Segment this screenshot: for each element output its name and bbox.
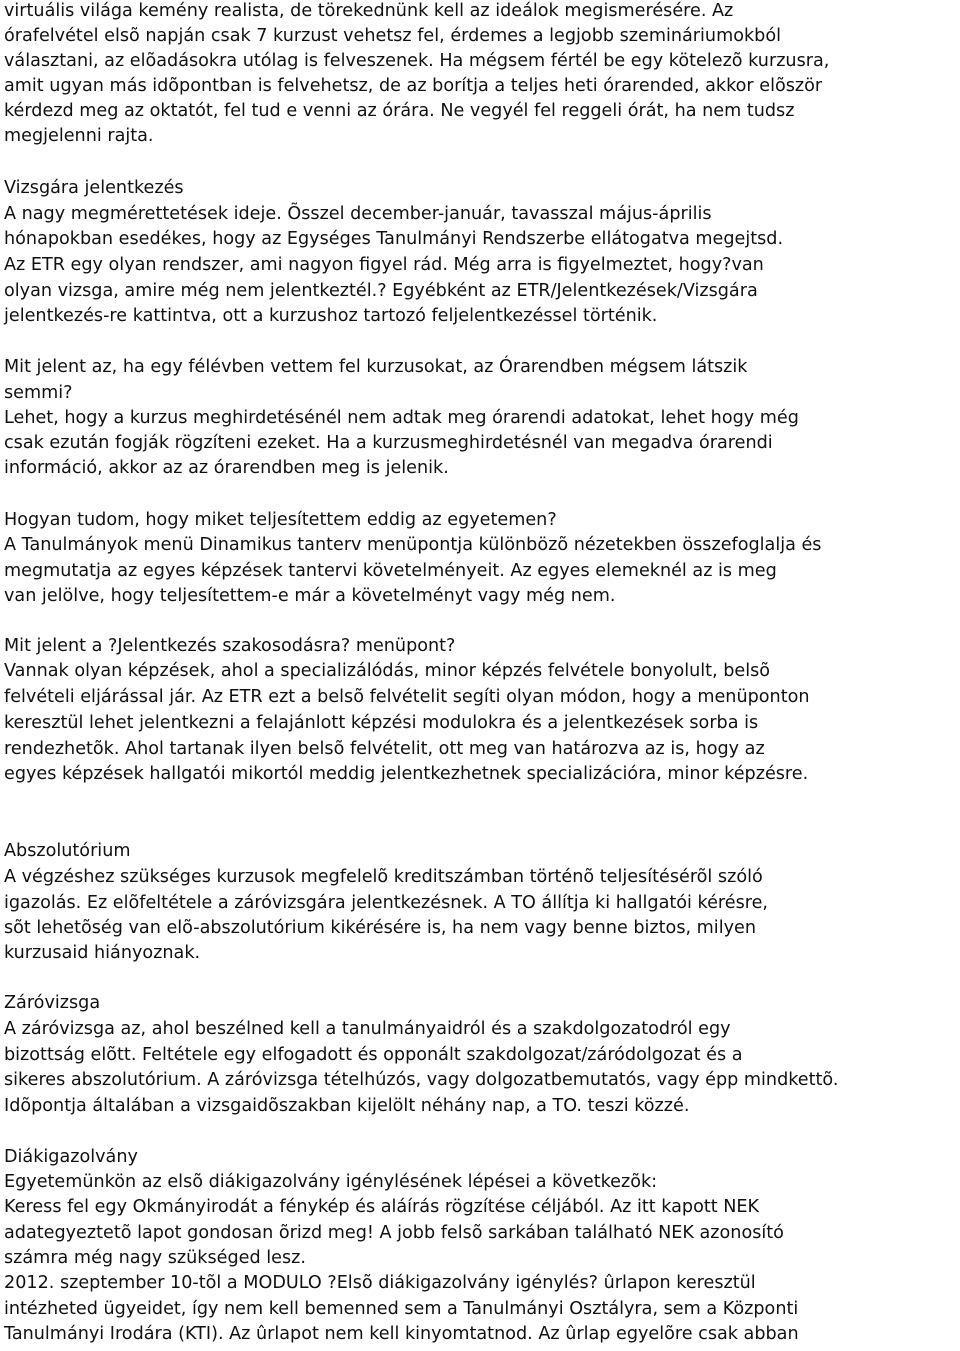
section-heading: Záróvizsga: [4, 993, 101, 1013]
text-line: igazolás. Ez elõfeltétele a záróvizsgára jelentkezésnek. A TO állítja ki hallgatói kérésre,: [4, 893, 769, 913]
text-line: keresztül lehet jelentkezni a felajánlott képzési modulokra és a jelentkezések sorba is: [4, 713, 759, 733]
text-line: virtuális világa kemény realista, de törekednünk kell az ideálok megismerésére. Az: [4, 1, 734, 21]
text-line: hónapokban esedékes, hogy az Egységes Tanulmányi Rendszerbe ellátogatva megejtsd.: [4, 229, 784, 249]
text-line: választani, az elõadásokra utólag is felveszenek. Ha mégsem fértél be egy kötelezõ kurzusra,: [4, 51, 830, 71]
text-line: megmutatja az egyes képzések tantervi követelményeit. Az egyes elemeknél az is meg: [4, 561, 777, 581]
text-line: információ, akkor az az órarendben meg is jelenik.: [4, 458, 449, 478]
text-line: számra még nagy szükséged lesz.: [4, 1248, 306, 1268]
text-line: kurzusaid hiányoznak.: [4, 943, 201, 963]
text-line: A Tanulmányok menü Dinamikus tanterv menüpontja különbözõ nézetekben összefoglalja és: [4, 535, 822, 555]
text-line: csak ezután fogják rögzíteni ezeket. Ha a kurzusmeghirdetésnél van megadva órarendi: [4, 433, 773, 453]
text-line: amit ugyan más idõpontban is felvehetsz, de az borítja a teljes heti órarended, akkor elõször: [4, 76, 823, 96]
question-heading: Mit jelent a ?Jelentkezés szakosodásra? menüpont?: [4, 636, 456, 656]
text-line: Vannak olyan képzések, ahol a specializálódás, minor képzés felvétele bonyolult, belsõ: [4, 661, 771, 681]
text-line: A végzéshez szükséges kurzusok megfelelõ kreditszámban történõ teljesítésérõl szóló: [4, 867, 763, 887]
section-heading: Abszolutórium: [4, 841, 131, 861]
text-line: van jelölve, hogy teljesítettem-e már a követelményt vagy még nem.: [4, 586, 616, 606]
text-line: megjelenni rajta.: [4, 126, 154, 146]
text-line: A záróvizsga az, ahol beszélned kell a tanulmányaidról és a szakdolgozatodról egy: [4, 1019, 731, 1039]
question-heading: Hogyan tudom, hogy miket teljesítettem eddig az egyetemen?: [4, 510, 557, 530]
text-line: Lehet, hogy a kurzus meghirdetésénél nem adtak meg órarendi adatokat, lehet hogy még: [4, 408, 799, 428]
text-line: intézheted ügyeidet, így nem kell bemenned sem a Tanulmányi Osztályra, sem a Központi: [4, 1299, 799, 1319]
text-line: Idõpontja általában a vizsgaidõszakban kijelölt néhány nap, a TO. teszi közzé.: [4, 1096, 690, 1116]
text-line: felvételi eljárással jár. Az ETR ezt a belsõ felvételit segíti olyan módon, hogy a menüponton: [4, 687, 810, 707]
text-line: egyes képzések hallgatói mikortól meddig jelentkezhetnek specializációra, minor képzésre.: [4, 764, 809, 784]
text-line: Egyetemünkön az elsõ diákigazolvány igénylésének lépései a következõk:: [4, 1172, 658, 1192]
text-line: órafelvétel elsõ napján csak 7 kurzust vehetsz fel, érdemes a legjobb szemináriumokból: [4, 26, 781, 46]
text-line: adategyeztetõ lapot gondosan õrizd meg! A jobb felsõ sarkában található NEK azonosító: [4, 1223, 784, 1243]
text-line: sõt lehetõség van elõ-abszolutórium kikérésére is, ha nem vagy benne biztos, milyen: [4, 918, 756, 938]
section-heading: Diákigazolvány: [4, 1147, 138, 1167]
text-line: Tanulmányi Irodára (KTI). Az ûrlapot nem kell kinyomtatnod. Az ûrlap egyelõre csak abban: [4, 1324, 799, 1344]
text-line: A nagy megmérettetések ideje. Õsszel december-január, tavasszal május-április: [4, 204, 712, 224]
text-line: Az ETR egy olyan rendszer, ami nagyon figyel rád. Még arra is figyelmeztet, hogy?van: [4, 255, 764, 275]
text-line: Keress fel egy Okmányirodát a fénykép és aláírás rögzítése céljából. Az itt kapott NEK: [4, 1197, 760, 1217]
section-heading: Vizsgára jelentkezés: [4, 178, 184, 198]
question-heading: semmi?: [4, 383, 73, 403]
question-heading: Mit jelent az, ha egy félévben vettem fel kurzusokat, az Órarendben mégsem látszik: [4, 357, 748, 377]
text-line: jelentkezés-re kattintva, ott a kurzushoz tartozó feljelentkezéssel történik.: [4, 306, 658, 326]
text-line: rendezhetõk. Ahol tartanak ilyen belsõ felvételit, ott meg van határozva az is, hogy az: [4, 739, 765, 759]
text-line: sikeres abszolutórium. A záróvizsga tételhúzós, vagy dolgozatbemutatós, vagy épp mindkettõ.: [4, 1070, 839, 1090]
text-line: kérdezd meg az oktatót, fel tud e venni az órára. Ne vegyél fel reggeli órát, ha nem tudsz: [4, 101, 795, 121]
text-line: bizottság elõtt. Feltétele egy elfogadott és opponált szakdolgozat/záródolgozat és a: [4, 1045, 743, 1065]
text-line: 2012. szeptember 10-tõl a MODULO ?Elsõ diákigazolvány igénylés? ûrlapon keresztül: [4, 1273, 756, 1293]
text-line: olyan vizsga, amire még nem jelentkeztél.? Egyébként az ETR/Jelentkezések/Vizsgára: [4, 281, 758, 301]
